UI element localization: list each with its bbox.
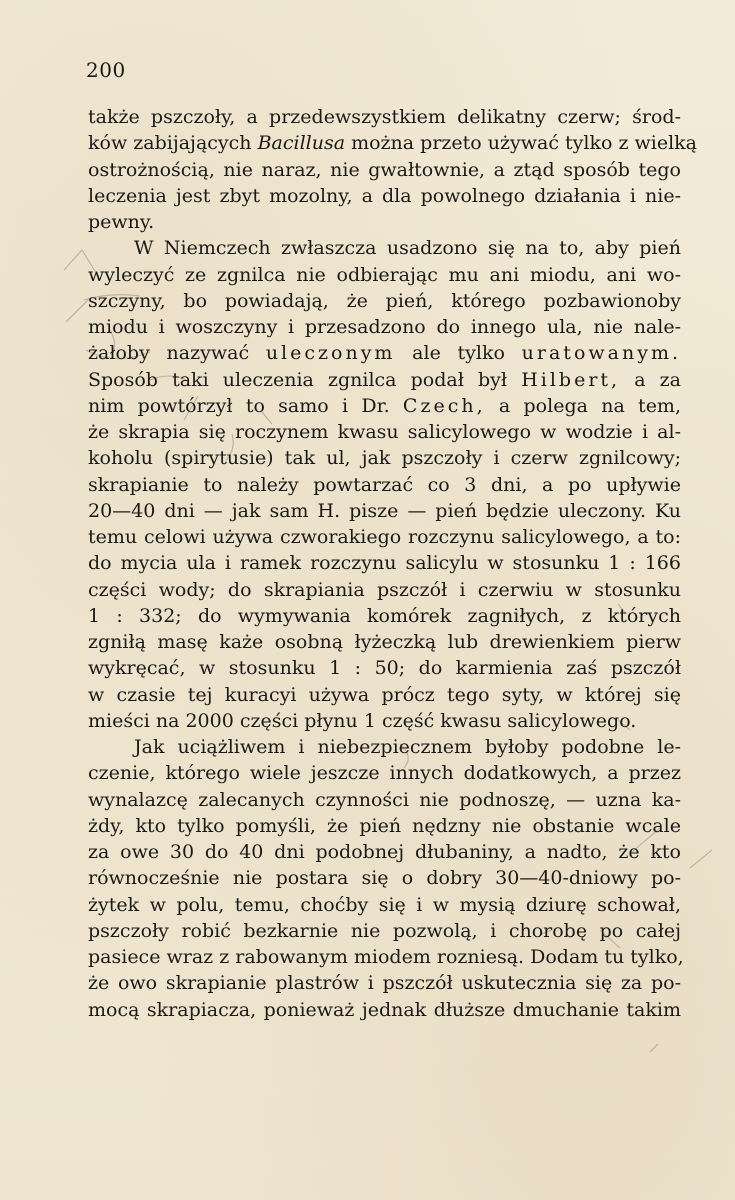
- text-line: równocześnie nie postara się o dobry 30—40-dniowy po-: [88, 867, 681, 890]
- body-text: [88, 104, 698, 1023]
- text-line: mocą skrapiacza, ponieważ jednak dłuższe dmuchanie takim: [88, 998, 681, 1021]
- text-run: żałoby nazywać: [88, 342, 266, 365]
- text-line: pewny.: [88, 211, 155, 233]
- text-line: mieści na 2000 części płynu 1 część kwasu salicylowego.: [88, 709, 637, 732]
- text-line: 1 : 332; do wymywania komórek zagniłych, z których: [88, 604, 681, 627]
- page-number: 200: [86, 58, 126, 82]
- text-line: żytek w polu, temu, choćby się i w mysią dziurę schował,: [88, 893, 681, 916]
- text-run: można przeto używać tylko z wielką: [345, 132, 698, 155]
- text-line: [88, 340, 681, 366]
- text-line: części wody; do skrapiania pszczół i czerwiu w stosunku: [88, 578, 681, 601]
- spaced-term: uleczonym: [265, 342, 396, 365]
- text-run: Sposób taki uleczenia zgnilca podał był: [88, 368, 522, 391]
- text-line: że owo skrapianie plastrów i pszczół uskutecznia się za po-: [88, 972, 681, 995]
- text-line: że skrapia się roczynem kwasu salicylowego w wodzie i al-: [88, 421, 681, 443]
- spaced-name: Czech,: [402, 394, 486, 417]
- text-line: [88, 130, 698, 156]
- text-line: Jak uciążliwem i niebezpiecznem byłoby podobne le-: [134, 736, 681, 758]
- text-line: [88, 393, 681, 419]
- text-line: temu celowi używa czworakiego rozczynu salicylowego, a to:: [88, 526, 681, 548]
- text-line: W Niemczech zwłaszcza usadzono się na to, aby pień: [134, 237, 681, 260]
- text-line: do mycia ula i ramek rozczynu salicylu w stosunku 1 : 166: [88, 552, 681, 575]
- italic-term: Bacillusa: [257, 132, 346, 155]
- text-line: ostrożnością, nie naraz, nie gwałtownie, a ztąd sposób tego: [88, 158, 681, 181]
- text-line: żdy, kto tylko pomyśli, że pień nędzny nie obstanie wcale: [88, 814, 681, 837]
- text-line: wykręcać, w stosunku 1 : 50; do karmienia zaś pszczół: [88, 657, 681, 680]
- text-line: wynalazcę zalecanych czynności nie podnoszę, — uzna ka-: [88, 788, 681, 811]
- text-line: czenie, którego wiele jeszcze innych dodatkowych, a przez: [88, 762, 681, 785]
- text-run: a polega na tem,: [485, 394, 681, 417]
- text-run: nim powtórzył to samo i Dr.: [88, 394, 403, 417]
- text-line: miodu i woszczyny i przesadzono do innego ula, nie nale-: [88, 316, 681, 338]
- text-run: ków zabijających: [88, 132, 258, 155]
- text-line: pszczoły robić bezkarnie nie pozwolą, i chorobę po całej: [88, 919, 681, 942]
- text-line: zgniłą masę każe osobną łyżeczką lub drewienkiem pierw: [88, 631, 681, 653]
- text-line: wyleczyć ze zgnilca nie odbierając mu ani miodu, ani wo-: [88, 263, 681, 286]
- text-line: szczyny, bo powiadają, że pień, którego pozbawionoby: [88, 289, 681, 312]
- spaced-term: uratowanym.: [521, 342, 681, 365]
- text-line: w czasie tej kuracyi używa prócz tego syty, w której się: [88, 683, 681, 706]
- text-line: także pszczoły, a przedewszystkiem delikatny czerw; środ-: [88, 106, 681, 128]
- text-run: a za: [620, 368, 681, 391]
- spaced-name: Hilbert,: [521, 368, 621, 391]
- text-line: [88, 367, 681, 393]
- text-run: ale tylko: [395, 342, 522, 365]
- text-line: za owe 30 do 40 dni podobnej dłubaniny, a nadto, że kto: [88, 841, 681, 863]
- text-line: leczenia jest zbyt mozolny, a dla powolnego działania i nie-: [88, 184, 681, 207]
- text-line: koholu (spirytusie) tak ul, jak pszczoły i czerw zgnilcowy;: [88, 447, 681, 470]
- text-line: 20—40 dni — jak sam H. pisze — pień będzie uleczony. Ku: [88, 499, 681, 522]
- text-line: pasiece wraz z rabowanym miodem rozniesą. Dodam tu tylko,: [88, 946, 684, 968]
- text-line: skrapianie to należy powtarzać co 3 dni, a po upływie: [88, 473, 681, 496]
